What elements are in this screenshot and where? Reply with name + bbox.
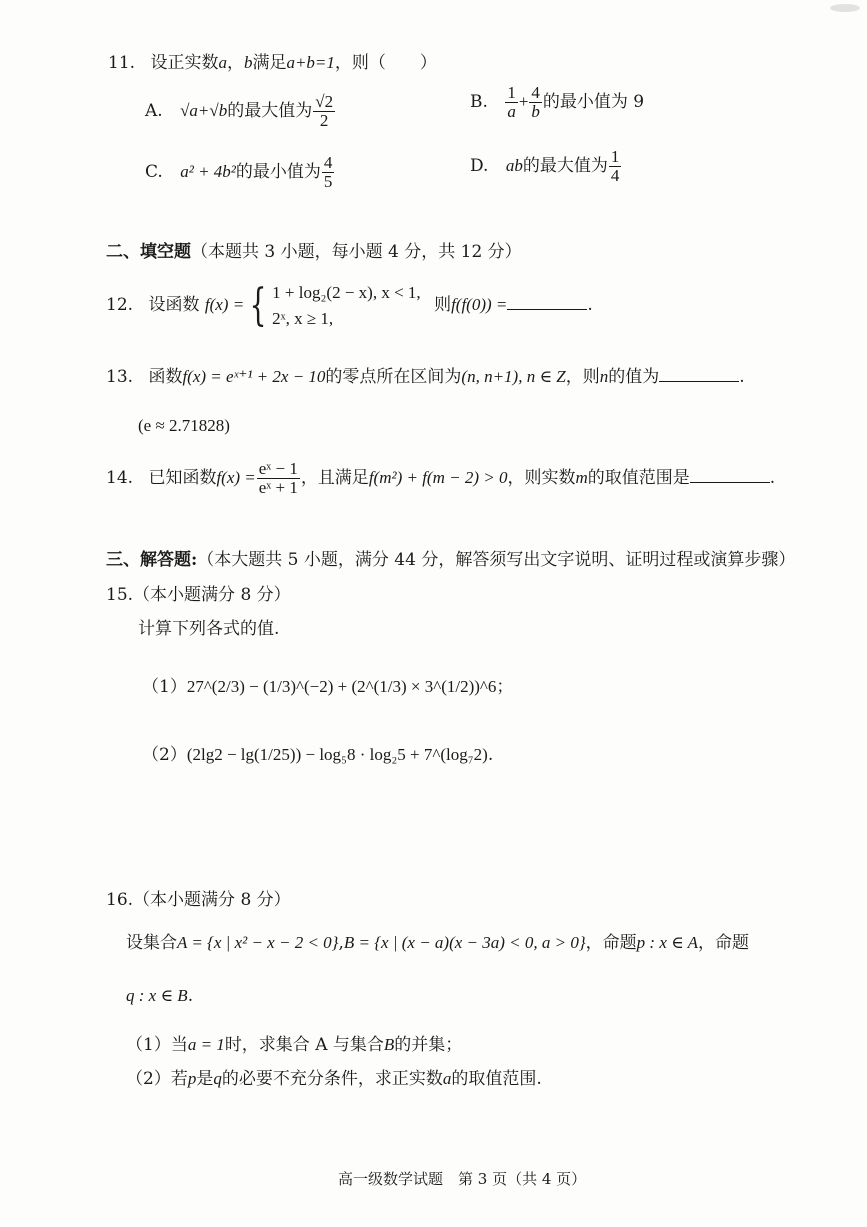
question-stem: 设正实数 xyxy=(150,53,219,73)
question-16-line-1 xyxy=(126,928,749,953)
question-15-part-1 xyxy=(142,672,513,697)
question-score: （本小题满分 8 分） xyxy=(133,585,291,605)
option-text: 的最小值为 xyxy=(235,161,321,182)
option-text: 的最小值为 9 xyxy=(542,91,645,112)
question-stem-3: ，则（ ） xyxy=(334,53,437,73)
option-d xyxy=(470,148,622,185)
fraction xyxy=(505,84,518,121)
question-number: 15. xyxy=(106,585,134,605)
question-stem-2: 满足 xyxy=(252,53,287,73)
fraction-numerator: eˣ − 1 xyxy=(258,459,298,478)
proposition-p: p : x ∈ A xyxy=(636,933,699,952)
question-12 xyxy=(106,280,593,331)
question-number: 11. xyxy=(108,53,136,73)
proposition-q-label: ，命题 xyxy=(698,933,750,953)
option-expression: a² + 4b² xyxy=(180,161,236,181)
condition: a+b=1 xyxy=(286,53,335,72)
part-end: . xyxy=(487,745,494,765)
part-label: （2） xyxy=(142,745,187,765)
part-text: （2）若 xyxy=(126,1069,188,1089)
set-a-expression: A = {x | x² − x − 2 < 0} xyxy=(177,933,339,952)
option-label: D. xyxy=(470,155,489,176)
fraction-denominator: a xyxy=(507,101,516,121)
question-number: 14. xyxy=(106,467,134,488)
question-number: 13. xyxy=(106,367,134,387)
part-text-4: 的取值范围. xyxy=(451,1069,542,1089)
part-text-2: 是 xyxy=(196,1069,214,1089)
proposition-q: q : x ∈ B xyxy=(126,986,188,1005)
fraction-numerator: 4 xyxy=(323,153,333,172)
left-brace: { xyxy=(249,279,267,331)
fraction xyxy=(609,148,622,185)
variable-m: m xyxy=(575,467,588,487)
function-expression: f(x) = eˣ⁺¹ + 2x − 10 xyxy=(182,367,326,386)
fraction xyxy=(257,460,300,497)
question-stem-3: ，则 xyxy=(565,367,600,387)
option-label: C. xyxy=(145,161,163,182)
fraction-denominator: 4 xyxy=(610,165,620,185)
part-text-3: 的必要不充分条件，求正实数 xyxy=(221,1069,443,1089)
question-13 xyxy=(106,362,745,387)
fraction xyxy=(529,84,542,121)
set-b-expression: B = {x | (x − a)(x − 3a) < 0, a > 0} xyxy=(343,933,586,952)
function-expression: f(x) = xyxy=(216,467,256,487)
comma: , xyxy=(338,933,344,953)
fraction-numerator: 1 xyxy=(610,147,620,166)
option-label: B. xyxy=(470,91,488,112)
fraction xyxy=(322,154,335,191)
question-stem: 设集合 xyxy=(126,933,177,953)
fraction xyxy=(313,93,335,130)
option-expression: ab xyxy=(505,155,523,175)
part-expression: (2lg2 − lg(1/25)) − log₅8 · log₂5 + 7^(log₇2) xyxy=(186,745,488,764)
part-text-3: 的并集； xyxy=(394,1035,463,1055)
part-end: ； xyxy=(496,677,514,697)
question-15-intro: 计算下列各式的值. xyxy=(138,619,280,639)
q13-note: (e ≈ 2.71828) xyxy=(138,416,230,435)
part-condition: a = 1 xyxy=(187,1035,225,1054)
variable-b: b xyxy=(243,53,253,72)
question-stem: 函数 xyxy=(148,367,183,387)
fraction-numerator: √2 xyxy=(315,92,334,111)
fraction-numerator: 4 xyxy=(531,83,540,102)
answer-blank xyxy=(659,367,739,382)
period: . xyxy=(587,295,593,315)
option-c xyxy=(145,154,335,191)
question-stem: 已知函数 xyxy=(148,467,217,488)
option-label: A. xyxy=(145,100,163,121)
part-text: （1）当 xyxy=(126,1035,188,1055)
condition-expression: f(m²) + f(m − 2) > 0 xyxy=(368,467,508,487)
question-16-line-2 xyxy=(126,986,193,1006)
option-expression: √a+√b xyxy=(180,100,228,120)
question-score: （本小题满分 8 分） xyxy=(133,890,291,910)
function-expression: f(x) = xyxy=(204,295,245,314)
question-number: 16. xyxy=(106,890,134,910)
question-stem: 设函数 xyxy=(148,295,200,315)
proposition-q-ref: q xyxy=(213,1069,222,1088)
period: . xyxy=(739,367,745,387)
fraction-denominator: 5 xyxy=(323,171,333,191)
part-text-2: 时，求集合 A 与集合 xyxy=(224,1035,384,1055)
section-2-heading xyxy=(106,237,522,262)
plus-sign: + xyxy=(518,91,529,111)
fraction-denominator: 2 xyxy=(319,110,329,130)
part-label: （1） xyxy=(142,677,187,697)
question-15-part-2 xyxy=(142,740,493,765)
section-title: 二、填空题 xyxy=(106,242,191,262)
question-16-part-1 xyxy=(126,1030,462,1055)
fraction-denominator: b xyxy=(531,101,540,121)
case-2: 2ˣ, x ≥ 1, xyxy=(272,308,334,328)
period: . xyxy=(769,467,776,488)
variable-n: n xyxy=(599,367,609,386)
proposition-p-label: ，命题 xyxy=(585,933,637,953)
question-stem-3: ，则实数 xyxy=(507,467,576,488)
variable-a: a xyxy=(218,53,227,72)
section-note: （本大题共 5 小题，满分 44 分，解答须写出文字说明、证明过程或演算步骤） xyxy=(197,550,796,570)
question-stem-4: 的值为 xyxy=(608,367,660,387)
answer-blank xyxy=(690,468,770,483)
ask-expression: f(f(0)) = xyxy=(451,295,508,314)
question-stem-2: ，且满足 xyxy=(300,467,369,488)
question-11 xyxy=(108,48,437,73)
question-stem-2: 的零点所在区间为 xyxy=(325,367,462,387)
option-a xyxy=(145,93,336,130)
variable-a-ref: a xyxy=(442,1069,452,1088)
scan-speck xyxy=(830,4,860,12)
question-stem-4: 的取值范围是 xyxy=(587,467,690,488)
question-14 xyxy=(106,460,775,497)
section-3-heading xyxy=(106,545,795,570)
question-stem-2: 则 xyxy=(434,295,452,315)
option-text: 的最大值为 xyxy=(227,100,313,121)
set-b-ref: B xyxy=(383,1035,395,1054)
question-16-part-2 xyxy=(126,1064,542,1089)
section-title: 三、解答题: xyxy=(106,550,198,570)
option-text: 的最大值为 xyxy=(522,155,608,176)
proposition-p-ref: p xyxy=(187,1069,197,1088)
question-number: 12. xyxy=(106,295,134,315)
part-expression: 27^(2/3) − (1/3)^(−2) + (2^(1/3) × 3^(1/2))^6 xyxy=(186,677,497,696)
separator: ， xyxy=(226,53,244,73)
case-1: 1 + log₂(2 − x), x < 1, xyxy=(272,283,421,302)
question-16-header xyxy=(106,885,291,910)
period: . xyxy=(187,986,194,1006)
page-footer: 高一级数学试题 第 3 页（共 4 页） xyxy=(338,1170,587,1188)
fraction-numerator: 1 xyxy=(507,83,516,102)
section-note: （本题共 3 小题，每小题 4 分，共 12 分） xyxy=(191,242,522,262)
fraction-denominator: eˣ + 1 xyxy=(258,477,298,497)
answer-blank xyxy=(507,295,587,310)
piecewise-cases xyxy=(272,280,420,331)
option-b xyxy=(470,84,644,121)
question-15-header xyxy=(106,580,291,605)
interval-expression: (n, n+1), n ∈ Z xyxy=(461,367,566,386)
